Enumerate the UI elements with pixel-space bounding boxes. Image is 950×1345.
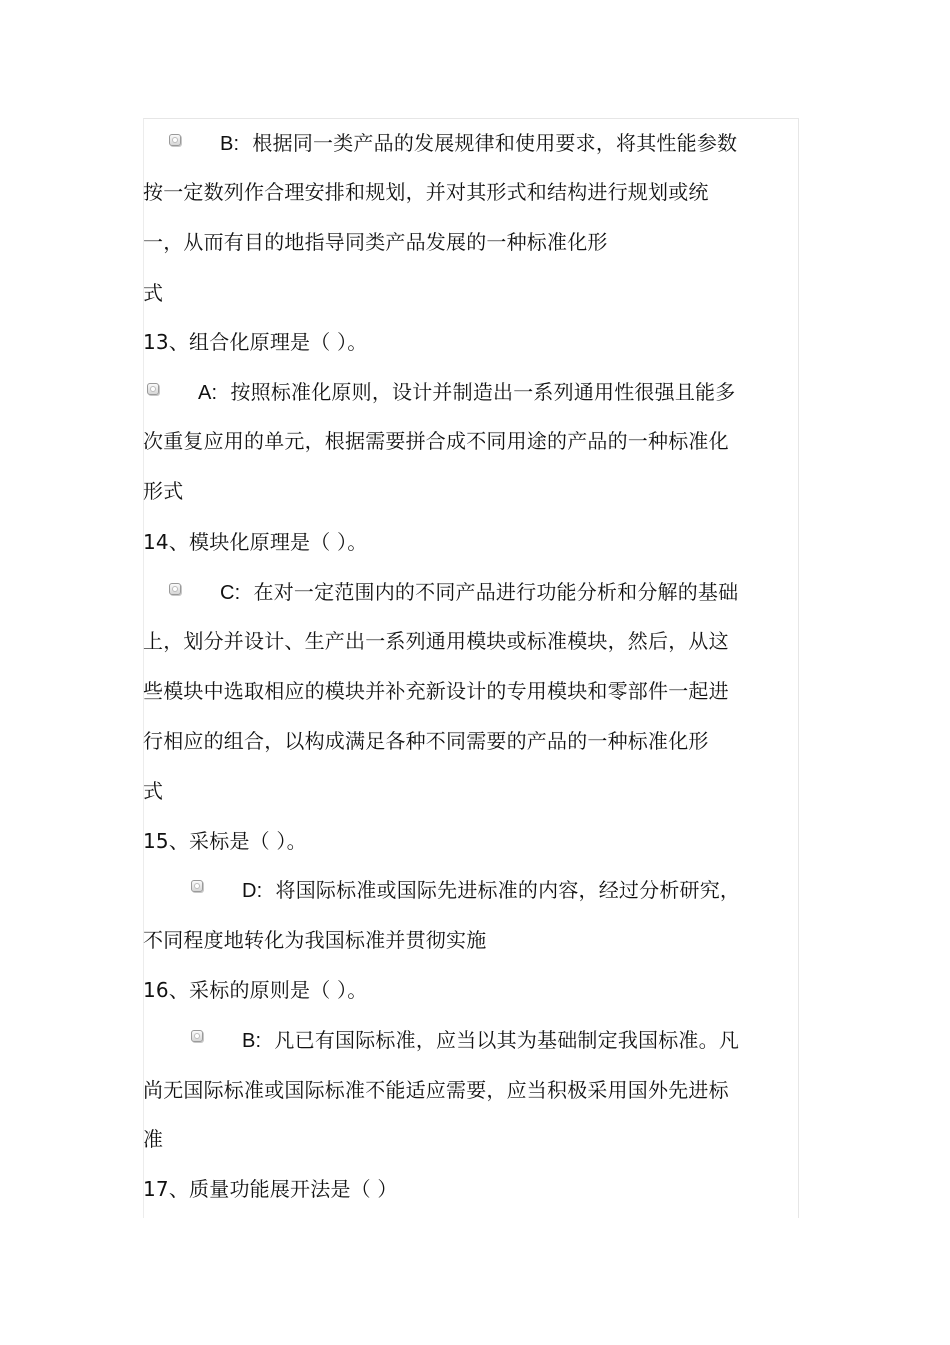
answer-radio-b-q12[interactable]: [169, 134, 181, 146]
answer-letter: B:: [220, 133, 240, 155]
answer-letter: A:: [198, 382, 218, 404]
question-16: 16、采标的原则是（ ）。: [143, 978, 368, 1002]
question-13: 13、组合化原理是（ ）。: [143, 330, 368, 354]
answer-radio-c-q14[interactable]: [169, 583, 181, 595]
answer-radio-a-q13[interactable]: [147, 383, 159, 395]
answer-letter: D:: [242, 880, 263, 902]
answer-a-q13-line-2: 次重复应用的单元，根据需要拼合成不同用途的产品的一种标准化: [143, 429, 729, 453]
answer-c-q14-line-2: 上，划分并设计、生产出一系列通用模块或标准模块，然后，从这: [143, 629, 729, 653]
answer-c-q14-line-3: 些模块中选取相应的模块并补充新设计的专用模块和零部件一起进: [143, 679, 729, 703]
answer-text: 将国际标准或国际先进标准的内容，经过分析研究，: [275, 878, 741, 902]
answer-d-q15-first-line: [242, 875, 740, 905]
answer-radio-d-q15[interactable]: [191, 880, 203, 892]
answer-text: 根据同一类产品的发展规律和使用要求，将其性能参数: [252, 131, 738, 155]
answer-b-q16-line-3: 准: [143, 1127, 164, 1151]
question-15: 15、采标是（ ）。: [143, 829, 307, 853]
answer-text: 在对一定范围内的不同产品进行功能分析和分解的基础: [253, 580, 739, 604]
answer-b-q12-line-4: 式: [143, 281, 164, 305]
answer-b-q12-first-line: [220, 128, 737, 158]
answer-a-q13-line-3: 形式: [143, 479, 184, 503]
answer-letter: B:: [242, 1030, 262, 1052]
answer-letter: C:: [220, 582, 241, 604]
answer-c-q14-line-4: 行相应的组合，以构成满足各种不同需要的产品的一种标准化形: [143, 729, 709, 753]
answer-b-q12-line-3: 一，从而有目的地指导同类产品发展的一种标准化形: [143, 230, 608, 254]
answer-a-q13-first-line: [198, 377, 735, 407]
question-14: 14、模块化原理是（ ）。: [143, 530, 368, 554]
answer-b-q16-line-2: 尚无国际标准或国际标准不能适应需要，应当积极采用国外先进标: [143, 1078, 729, 1102]
answer-c-q14-line-5: 式: [143, 779, 164, 803]
answer-d-q15-line-2: 不同程度地转化为我国标准并贯彻实施: [143, 928, 487, 952]
answer-b-q12-line-2: 按一定数列作合理安排和规划，并对其形式和结构进行规划或统: [143, 180, 709, 204]
answer-c-q14-first-line: [220, 577, 738, 607]
answer-text: 按照标准化原则，设计并制造出一系列通用性很强且能多: [230, 380, 736, 404]
answer-radio-b-q16[interactable]: [191, 1030, 203, 1042]
question-17: 17、质量功能展开法是（ ）: [143, 1177, 398, 1201]
answer-text: 凡已有国际标准，应当以其为基础制定我国标准。凡: [274, 1028, 740, 1052]
answer-b-q16-first-line: [242, 1025, 739, 1055]
